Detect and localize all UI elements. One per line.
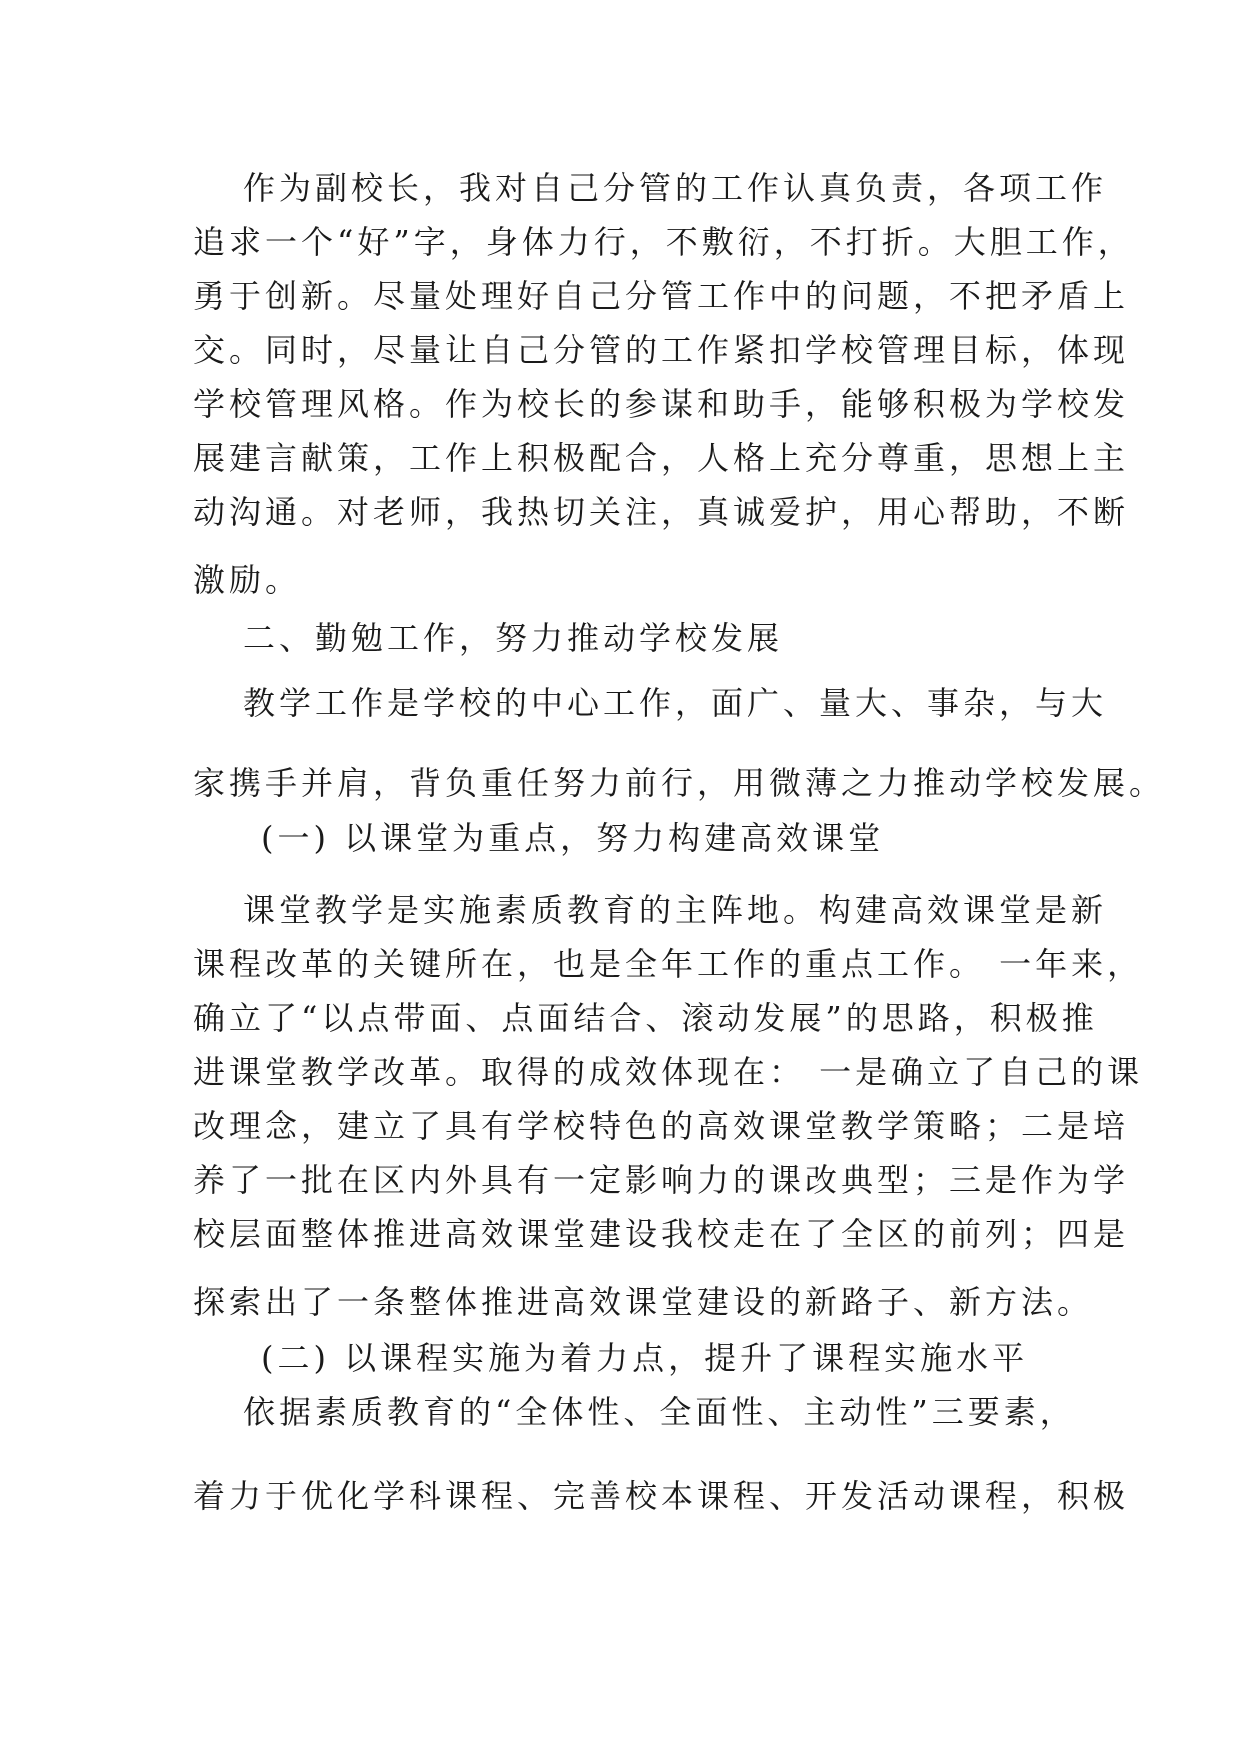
paragraph-line: 作为副校长，我对自己分管的工作认真负责，各项工作 xyxy=(243,169,1108,207)
paragraph-line: 交。同时，尽量让自己分管的工作紧扣学校管理目标，体现 xyxy=(193,331,1130,369)
paragraph-line: 课堂教学是实施素质教育的主阵地。构建高效课堂是新 xyxy=(243,891,1108,929)
paragraph-line: 进课堂教学改革。取得的成效体现在： 一是确立了自己的课 xyxy=(193,1053,1144,1091)
subsection-heading: (一) 以课堂为重点，努力构建高效课堂 xyxy=(261,819,885,857)
paragraph-line: 动沟通。对老师，我热切关注，真诚爱护，用心帮助，不断 xyxy=(193,493,1130,531)
paragraph-line: 勇于创新。尽量处理好自己分管工作中的问题，不把矛盾上 xyxy=(193,277,1130,315)
paragraph-line: 确立了“以点带面、点面结合、滚动发展”的思路，积极推 xyxy=(193,999,1098,1037)
paragraph-line: 展建言献策，工作上积极配合，人格上充分尊重，思想上主 xyxy=(193,439,1130,477)
paragraph-line: 养了一批在区内外具有一定影响力的课改典型；三是作为学 xyxy=(193,1161,1130,1199)
paragraph-line: 学校管理风格。作为校长的参谋和助手，能够积极为学校发 xyxy=(193,385,1130,423)
subsection-heading: (二) 以课程实施为着力点，提升了课程实施水平 xyxy=(261,1339,1029,1377)
paragraph-line: 课程改革的关键所在，也是全年工作的重点工作。 一年来， xyxy=(193,945,1144,983)
paragraph-line: 依据素质教育的“全体性、全面性、主动性”三要素， xyxy=(243,1393,1076,1431)
paragraph-line: 家携手并肩，背负重任努力前行，用微薄之力推动学校发展。 xyxy=(193,764,1166,802)
paragraph-line: 激励。 xyxy=(193,561,302,599)
paragraph-line: 着力于优化学科课程、完善校本课程、开发活动课程，积极 xyxy=(193,1477,1130,1515)
paragraph-line: 教学工作是学校的中心工作，面广、量大、事杂，与大 xyxy=(243,684,1108,722)
paragraph-line: 校层面整体推进高效课堂建设我校走在了全区的前列；四是 xyxy=(193,1215,1130,1253)
section-heading: 二、勤勉工作，努力推动学校发展 xyxy=(243,619,784,657)
paragraph-line: 改理念，建立了具有学校特色的高效课堂教学策略；二是培 xyxy=(193,1107,1130,1145)
paragraph-line: 探索出了一条整体推进高效课堂建设的新路子、新方法。 xyxy=(193,1283,1094,1321)
paragraph-line: 追求一个“好”字，身体力行，不敷衍，不打折。大胆工作， xyxy=(193,223,1134,261)
